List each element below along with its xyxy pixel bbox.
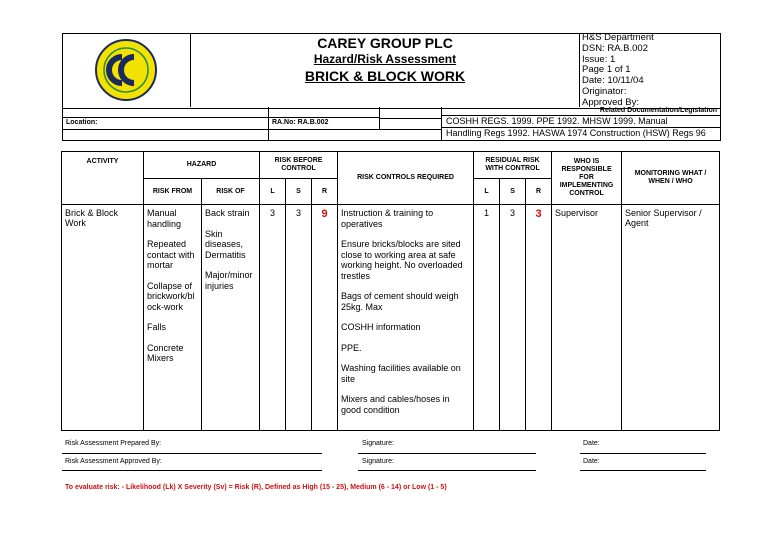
header-after-l: L — [474, 179, 500, 205]
prepared-by-label: Risk Assessment Prepared By: — [65, 440, 162, 447]
control-item: Instruction & training to operatives — [341, 208, 434, 229]
approved-by-label: Risk Assessment Approved By: — [65, 458, 162, 465]
header-risk-from: RISK FROM — [144, 179, 202, 205]
header-before-r: R — [312, 179, 338, 205]
header-monitoring: MONITORING WHAT / WHEN / WHO — [622, 152, 720, 205]
header-controls: RISK CONTROLS REQUIRED — [338, 152, 474, 205]
dsn: DSN: RA.B.002 — [582, 42, 648, 54]
activity-cell: Brick & Block Work — [62, 205, 144, 431]
before-severity: 3 — [286, 205, 312, 431]
responsible-cell: Supervisor — [552, 205, 622, 431]
header-residual: RESIDUAL RISK WITH CONTROL — [474, 152, 552, 179]
page-number: Page 1 of 1 — [582, 64, 631, 76]
approved-signature-label: Signature: — [362, 458, 394, 465]
approved-by-line — [62, 470, 322, 471]
after-risk-value: 3 — [535, 208, 542, 220]
title-cell — [191, 33, 580, 107]
approved-date-label: Date: — [583, 458, 600, 465]
risk-from-item: Concrete Mixers — [147, 342, 184, 363]
risk-from-item: Repeated contact with mortar — [147, 239, 195, 270]
meta-row — [62, 107, 721, 141]
prepared-date-label: Date: — [583, 440, 600, 447]
risk-of-item: Back strain — [205, 208, 250, 218]
originator: Originator: — [582, 85, 627, 97]
header-risk-of: RISK OF — [202, 179, 260, 205]
control-item: Washing facilities available on site — [341, 363, 461, 384]
risk-of-item: Major/minor injuries — [205, 270, 253, 291]
related-docs-line1: COSHH REGS. 1999. PPE 1992. MHSW 1999. Manual — [442, 116, 720, 128]
issue: Issue: 1 — [582, 53, 616, 65]
risk-table — [61, 151, 720, 431]
table-row — [62, 205, 720, 431]
controls-cell — [338, 205, 474, 431]
after-severity: 3 — [500, 205, 526, 431]
doc-date: Date: 10/11/04 — [582, 75, 644, 87]
prepared-signature-line — [358, 453, 536, 454]
risk-of-cell — [202, 205, 260, 431]
document-subject: BRICK & BLOCK WORK — [304, 68, 466, 84]
department: H&S Department — [582, 32, 654, 43]
header-after-r: R — [526, 179, 552, 205]
logo-cell — [62, 33, 191, 107]
before-likelihood: 3 — [260, 205, 286, 431]
control-item: Mixers and cables/hoses in good condition — [341, 394, 450, 415]
header-risk-before: RISK BEFORE CONTROL — [260, 152, 338, 179]
company-logo — [62, 33, 190, 107]
risk-from-item: Falls — [147, 322, 167, 332]
related-docs-line2: Handling Regs 1992. HASWA 1974 Construction (HSW) Regs 96 — [446, 128, 706, 138]
location-label: Location: — [63, 118, 269, 130]
risk-from-item: Collapse of brickwork/bl ock-work — [147, 280, 195, 312]
document-type: Hazard/Risk Assessment — [313, 52, 457, 66]
after-likelihood: 1 — [474, 205, 500, 431]
document-info — [582, 33, 718, 109]
risk-of-item: Skin diseases, Dermatitis — [205, 228, 246, 260]
control-item: COSHH information — [341, 322, 421, 332]
header-activity: ACTIVITY — [62, 152, 144, 205]
approved-signature-line — [358, 470, 536, 471]
related-docs-label: Related Documentation/Legislation — [442, 107, 720, 116]
before-risk — [312, 205, 338, 431]
control-item: Ensure bricks/blocks are sited close to working area at safe working height. No overloaded trestles — [341, 239, 463, 281]
approved-by: Approved By: — [582, 96, 640, 108]
ra-number: RA.No: RA.B.002 — [269, 118, 380, 130]
prepared-by-line — [62, 453, 322, 454]
risk-from-cell — [144, 205, 202, 431]
header-before-s: S — [286, 179, 312, 205]
risk-evaluation-note: To evaluate risk: - Likelihood (Lk) X Severity (Sv) = Risk (R), Defined as High (15 - 25), Medium (6 - 14) or Low (1 - 5) — [65, 484, 447, 491]
approved-date-line — [580, 470, 706, 471]
header-before-l: L — [260, 179, 286, 205]
after-risk — [526, 205, 552, 431]
header-after-s: S — [500, 179, 526, 205]
monitoring-cell: Senior Supervisor / Agent — [622, 205, 720, 431]
control-item: Bags of cement should weigh 25kg. Max — [341, 291, 459, 312]
before-risk-value: 9 — [321, 208, 328, 220]
risk-from-item: Manual handling — [147, 208, 182, 229]
prepared-date-line — [580, 453, 706, 454]
header-who: WHO IS RESPONSIBLE FOR IMPLEMENTING CONTROL — [552, 152, 622, 205]
header-hazard: HAZARD — [144, 152, 260, 179]
company-name: CAREY GROUP PLC — [317, 35, 453, 51]
control-item: PPE. — [341, 342, 362, 353]
prepared-signature-label: Signature: — [362, 440, 394, 447]
